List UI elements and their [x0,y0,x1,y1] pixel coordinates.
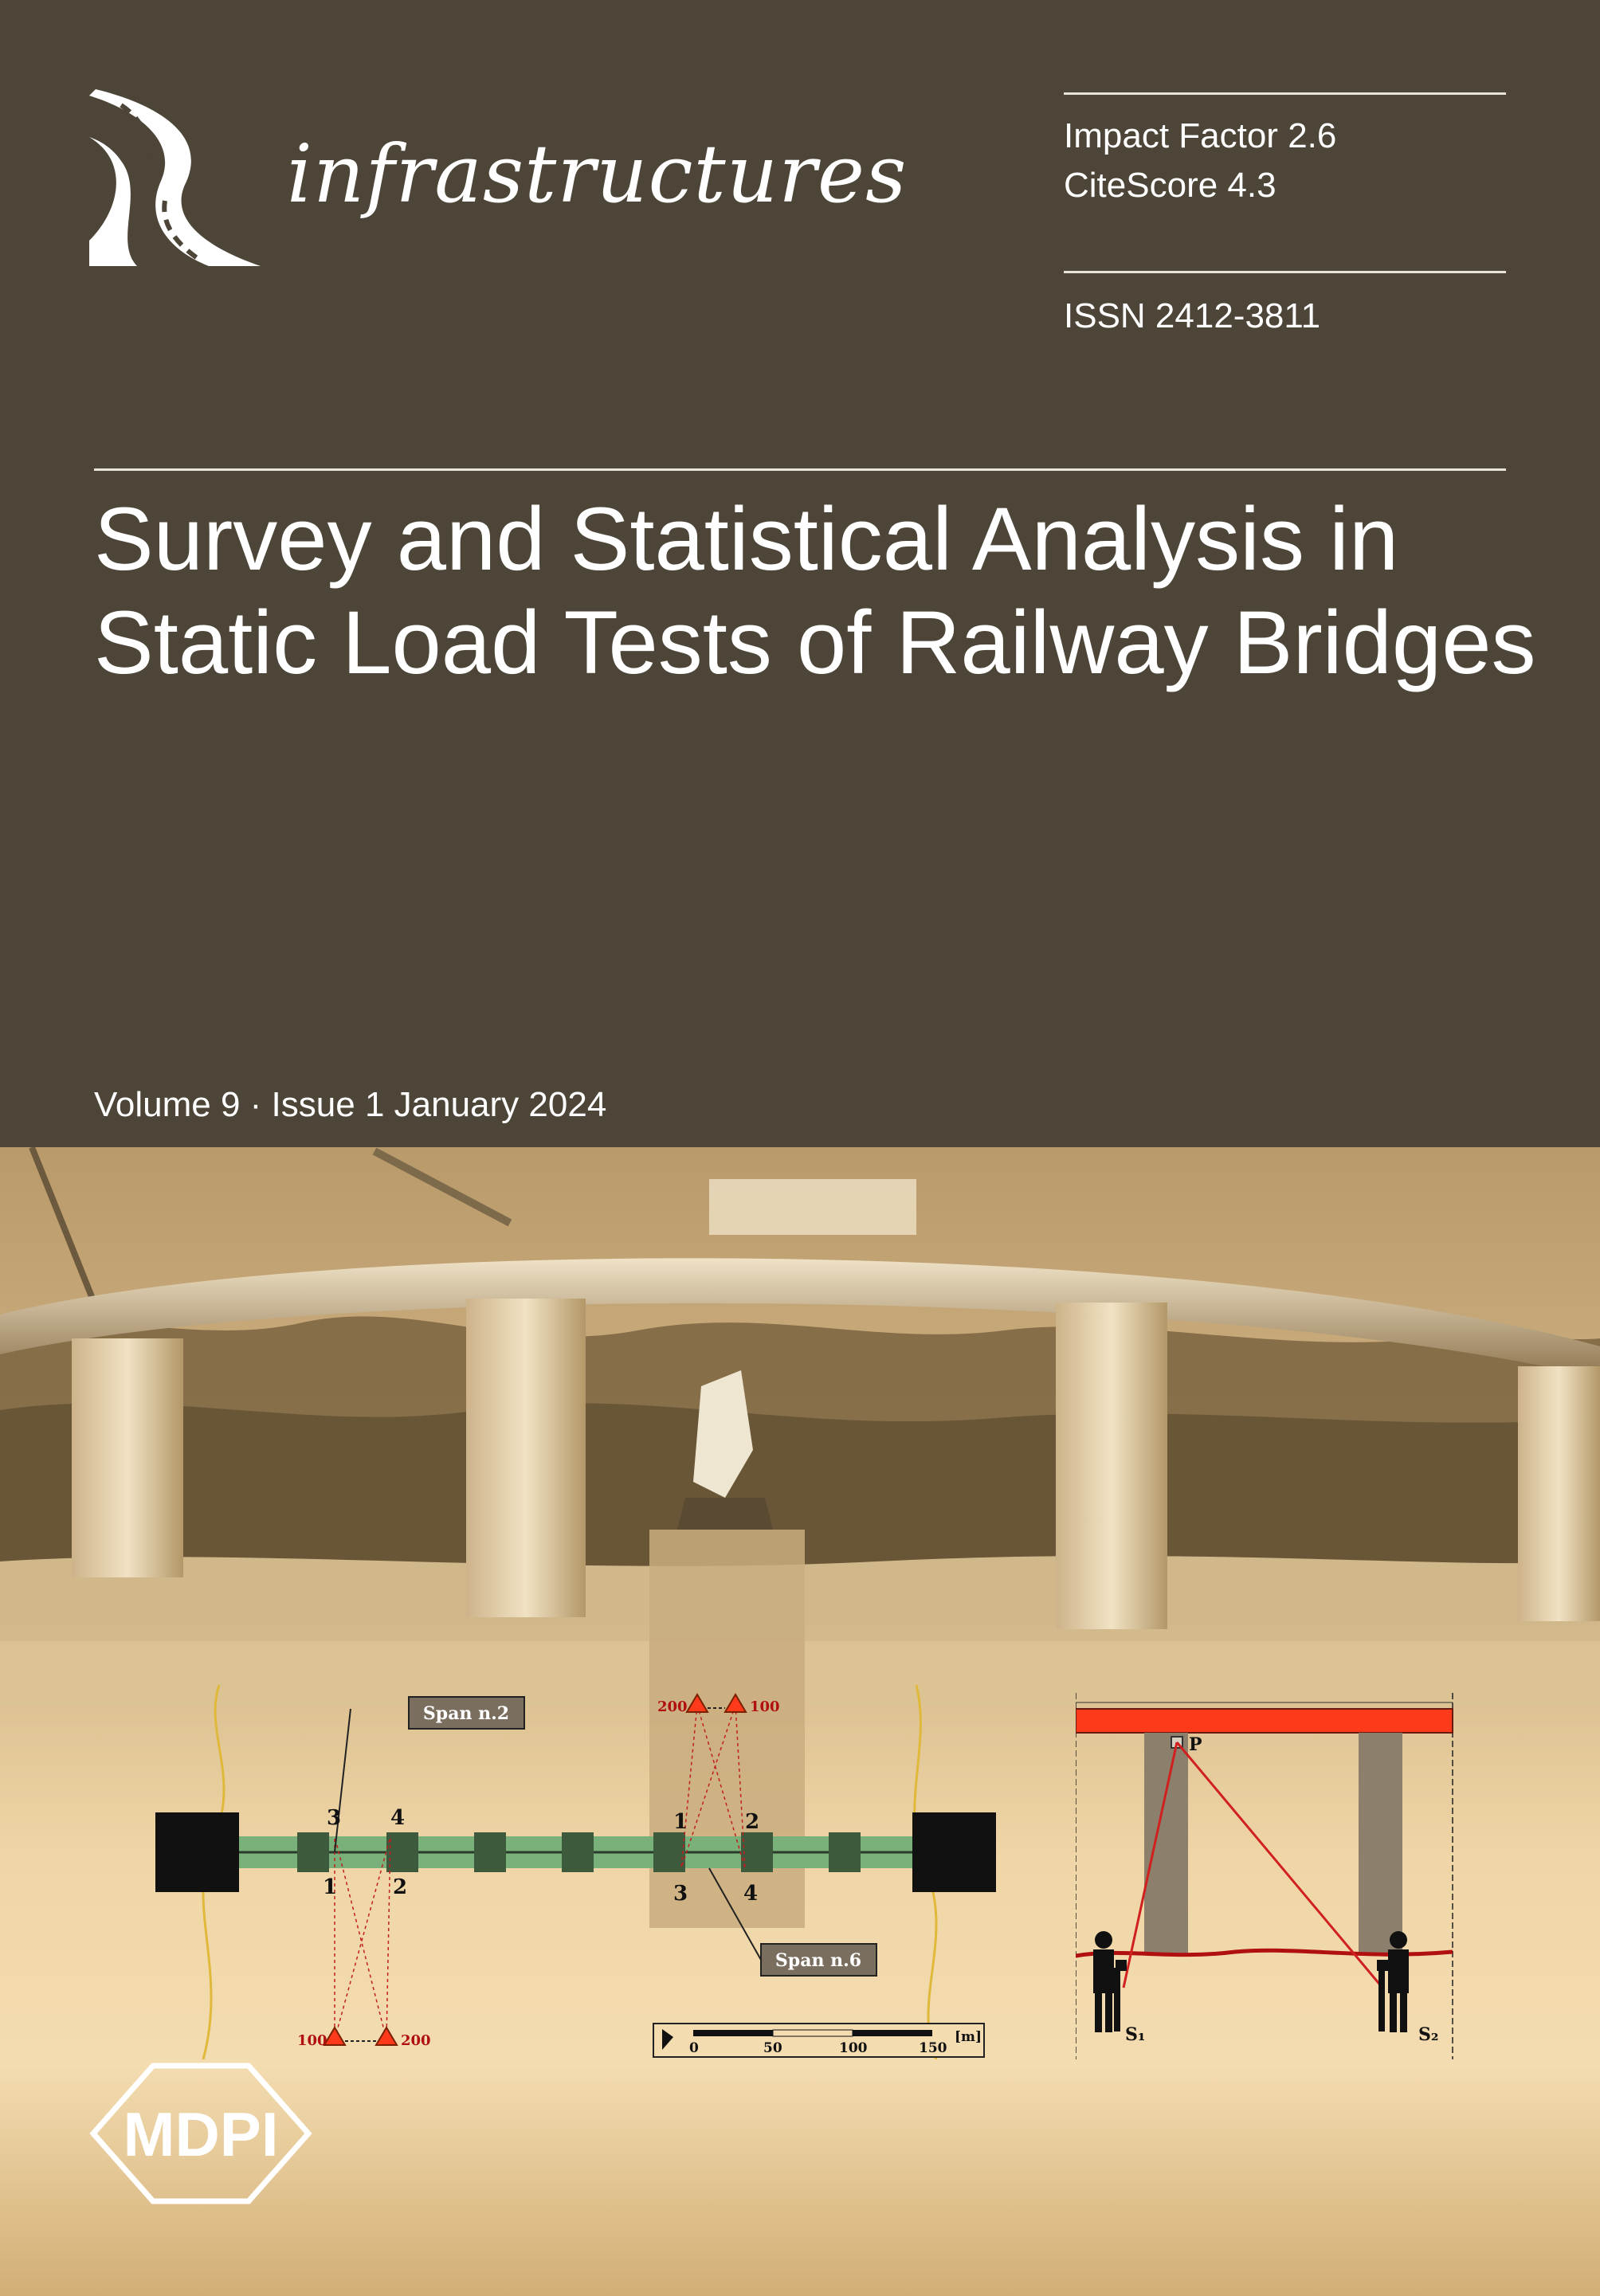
volume-issue: Volume 9 · Issue 1 January 2024 [94,1085,607,1124]
scale-unit: [m] [955,2029,982,2045]
mdpi-logo-text: MDPI [123,2099,279,2169]
station-label: 100 [297,2032,327,2049]
station-triangle [376,2028,397,2045]
issn: ISSN 2412-3811 [1064,296,1321,335]
plan-diagram [155,1685,996,2059]
abutment-left [155,1812,239,1892]
station-label-s1: S₁ [1125,2024,1146,2045]
station-label: 200 [657,1698,688,1715]
road-logo-icon [89,89,268,266]
article-title: Survey and Statistical Analysis in Static Load Tests of Railway Bridges [94,489,1536,692]
target-point-label: P [1189,1734,1202,1755]
span-label-right: Span n.6 [775,1950,862,1971]
point-label: 1 [323,1875,338,1899]
scale-tick: 150 [919,2040,947,2056]
point-label: 4 [743,1882,759,1906]
station-label: 100 [750,1698,780,1715]
title-rule [94,468,1506,471]
bridge-deck-section [1076,1709,1453,1733]
station-triangle [725,1695,746,1712]
pier-section [1359,1733,1402,1953]
point-label: 3 [673,1882,688,1906]
scale-tick: 0 [689,2040,699,2056]
point-label: 3 [327,1806,342,1830]
impact-factor: Impact Factor 2.6 [1064,116,1337,155]
top-rule [1064,92,1506,95]
station-triangle [687,1695,708,1712]
citescore: CiteScore 4.3 [1064,166,1276,205]
point-label: 1 [673,1810,688,1834]
journal-name: infrastructures [287,127,908,221]
point-label: 2 [393,1875,408,1899]
point-label: 4 [390,1806,406,1830]
station-label: 200 [401,2032,431,2049]
span-label-left: Span n.2 [422,1703,510,1724]
pier-section [1144,1733,1188,1953]
station-triangle [324,2028,345,2045]
abutment-right [912,1812,996,1892]
station-label-s2: S₂ [1418,2024,1439,2045]
section-diagram [1076,1693,1458,2059]
scale-tick: 50 [763,2040,782,2056]
surveyor-left-icon [1093,1931,1127,2032]
metrics-rule [1064,271,1506,273]
point-label: 2 [745,1810,760,1834]
mdpi-logo [89,2062,312,2205]
scale-tick: 100 [839,2040,868,2056]
